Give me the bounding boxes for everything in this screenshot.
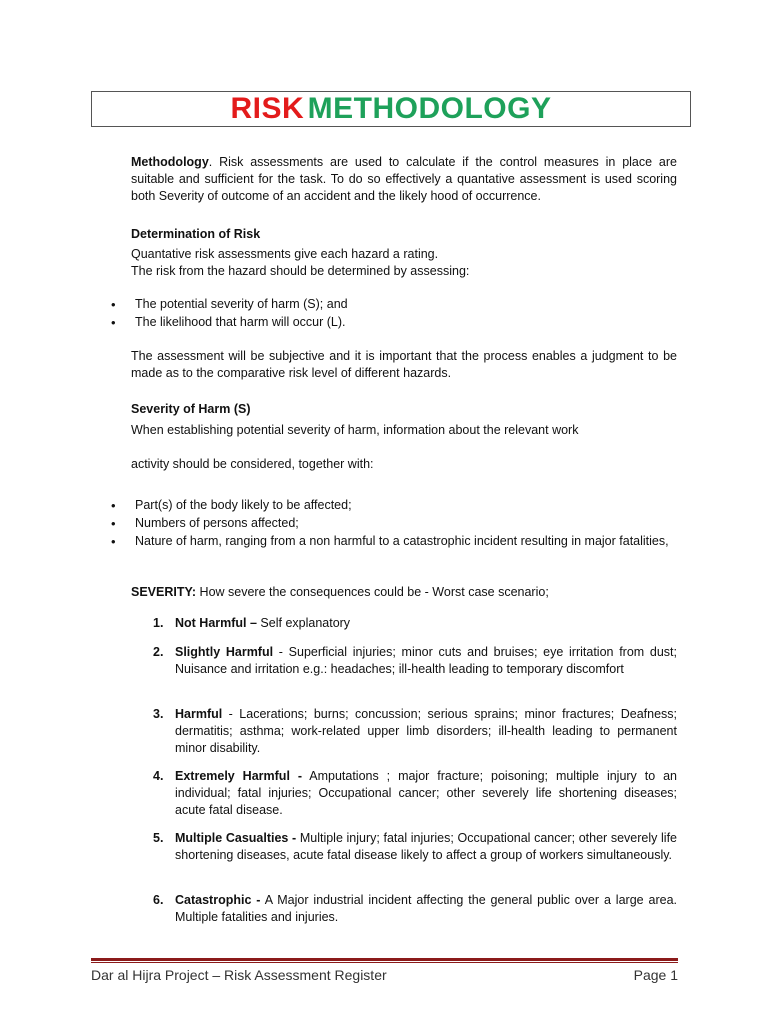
severity-harm-heading: Severity of Harm (S) xyxy=(131,402,251,416)
list-item: • Nature of harm, ranging from a non harmful to a catastrophic incident resulting in major fatalities, xyxy=(111,534,669,549)
severity-lead: SEVERITY: xyxy=(131,585,197,599)
severity-item-5: 5. Multiple Casualties - Multiple injury; fatal injuries; Occupational cancer; other severely life shortening diseases, acute fatal disease likely to affect a group of workers simultaneously. xyxy=(153,831,677,862)
assessment-paragraph: The assessment will be subjective and it is important that the process enables a judgment to be made as to the comparative risk level of different hazards. xyxy=(131,349,677,380)
intro-text: . Risk assessments are used to calculate if the control measures in place are suitable and sufficient for the task. To do so effectively a quantative assessment is used scoring both Severity of outcome of an accident and the likely hood of occurrence. xyxy=(131,155,677,203)
list-item: • The potential severity of harm (S); and xyxy=(111,297,348,312)
footer-document-title: Dar al Hijra Project – Risk Assessment Register xyxy=(91,967,387,983)
determination-line1: Quantative risk assessments give each hazard a rating. xyxy=(131,247,439,261)
severity-harm-line2: activity should be considered, together with: xyxy=(131,457,374,471)
severity-item-6: 6. Catastrophic - A Major industrial incident affecting the general public over a large area. Multiple fatalities and injuries. xyxy=(153,893,677,924)
intro-paragraph xyxy=(131,154,677,205)
severity-intro: SEVERITY: How severe the consequences could be - Worst case scenario; xyxy=(131,585,549,599)
severity-item-2: 2. Slightly Harmful - Superficial injuries; minor cuts and bruises; eye irritation from dust; Nuisance and irritation e.g.: headaches; ill-health leading to temporary discomfort xyxy=(153,645,678,676)
footer-page-number: Page 1 xyxy=(633,967,678,983)
list-item: • Part(s) of the body likely to be affected; xyxy=(111,498,352,513)
bullet-icon: • xyxy=(111,534,116,549)
footer-divider-thin xyxy=(91,962,678,963)
bullet-icon: • xyxy=(111,297,116,312)
title-box xyxy=(91,91,691,127)
title-word-methodology: METHODOLOGY xyxy=(307,92,552,125)
list-item: • The likelihood that harm will occur (L). xyxy=(111,315,346,330)
intro-lead: Methodology xyxy=(131,155,209,169)
severity-harm-line1: When establishing potential severity of harm, information about the relevant work xyxy=(131,423,579,437)
bullet-icon: • xyxy=(111,498,116,513)
determination-line2: The risk from the hazard should be determined by assessing: xyxy=(131,264,470,278)
severity-item-4: 4. Extremely Harmful - Amputations ; major fracture; poisoning; multiple injury to an individual; fatal injuries; Occupational cancer; other severely life shortening diseases; acute fatal disease. xyxy=(153,769,677,817)
determination-heading: Determination of Risk xyxy=(131,227,261,241)
list-item: • Numbers of persons affected; xyxy=(111,516,299,531)
title-word-risk: RISK xyxy=(230,92,305,125)
severity-item-3: 3. Harmful - Lacerations; burns; concussion; serious sprains; minor fractures; Deafness; dermatitis; asthma; work-related upper limb disorders; ill-health leading to permanent minor disability. xyxy=(153,707,677,755)
severity-item-1: 1. Not Harmful – Self explanatory xyxy=(153,616,351,630)
bullet-icon: • xyxy=(111,315,116,330)
footer-divider xyxy=(91,958,678,961)
bullet-icon: • xyxy=(111,516,116,531)
